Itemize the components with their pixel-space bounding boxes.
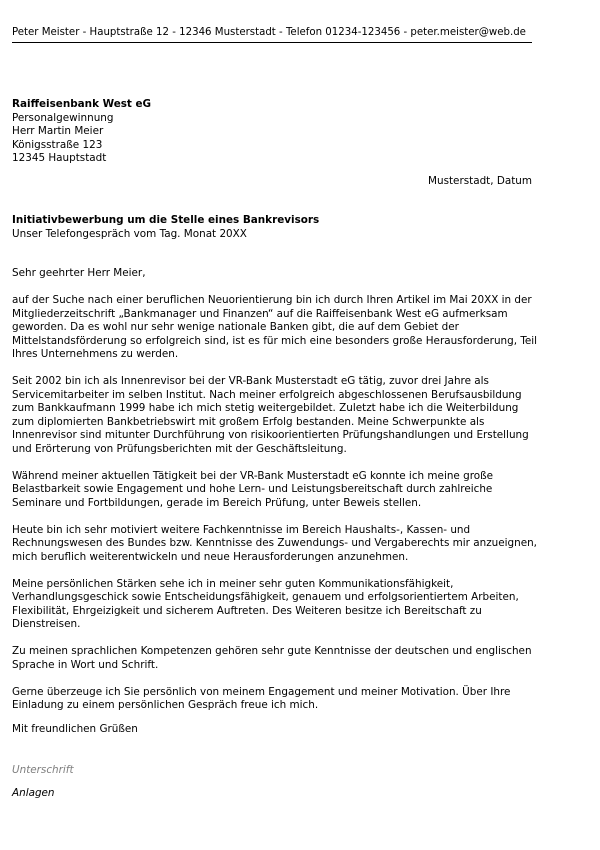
body-paragraph: Während meiner aktuellen Tätigkeit bei der VR-Bank Musterstadt eG konnte ich meine große Belastbarkeit sowie Engagement und hohe Lern- und Leistungsbereitschaft durch zahlreiche Seminare und Fortbildungen, gerade im Bereich Prüfung, unter Beweis stellen. <box>12 469 494 509</box>
place-date: Musterstadt, Datum <box>428 175 532 187</box>
recipient-address <box>12 98 151 166</box>
body-paragraph: Zu meinen sprachlichen Kompetenzen gehören sehr gute Kenntnisse der deutschen und englischen Sprache in Wort und Schrift. <box>12 645 532 671</box>
subject-title: Initiativbewerbung um die Stelle eines Bankrevisors <box>12 214 320 226</box>
signature-placeholder: Unterschrift <box>12 764 74 776</box>
closing: Mit freundlichen Grüßen <box>12 723 138 735</box>
subject-reference: Unser Telefongespräch vom Tag. Monat 20XX <box>12 227 247 240</box>
recipient-person: Herr Martin Meier <box>12 125 104 137</box>
body-paragraph: auf der Suche nach einer beruflichen Neuorientierung bin ich durch Ihren Artikel im Mai 20XX in der Mitgliederzeitschrift „Bankmanager und Finanzen“ auf die Raiffeisenbank West eG aufmerksam geworden. Da es wohl nur sehr wenige nationale Banken gibt, die auf dem Gebiet der Mittelstandsförderung so erfolgreich sind, ist es für mich eine besonders große Herausforderung, Teil Ihres Unternehmens zu werden. <box>12 294 538 360</box>
sender-address-line: Peter Meister - Hauptstraße 12 - 12346 Musterstadt - Telefon 01234-123456 - peter.meister@web.de <box>12 26 532 43</box>
salutation: Sehr geehrter Herr Meier, <box>12 267 146 279</box>
letter-body <box>12 267 542 726</box>
recipient-street: Königsstraße 123 <box>12 138 103 151</box>
body-paragraph: Gerne überzeuge ich Sie persönlich von meinem Engagement und meiner Motivation. Über Ihre Einladung zu einem persönlichen Gespräch freue ich mich. <box>12 685 511 711</box>
recipient-city: 12345 Hauptstadt <box>12 152 107 164</box>
recipient-company: Raiffeisenbank West eG <box>12 98 152 110</box>
attachments-label: Anlagen <box>12 787 55 799</box>
body-paragraph: Seit 2002 bin ich als Innenrevisor bei der VR-Bank Musterstadt eG tätig, zuvor drei Jahre als Servicemitarbeiter im selben Institut. Nach meiner erfolgreich abgeschlossenen Berufsausbildung zum Bankkaufmann 1999 habe ich mich stetig weitergebildet. Zuletzt habe ich die Weiterbildung zum diplomierten Bankbetriebswirt mit großem Erfolg bestanden. Meine Schwerpunkte als Innenrevisor sind mitunter Durchführung von risikoorientierten Prüfungshandlungen und Erstellung und Erörterung von Prüfungsberichten mit der Geschäftsleitung. <box>12 375 529 455</box>
subject-block <box>12 214 319 241</box>
body-paragraph: Meine persönlichen Stärken sehe ich in meiner sehr guten Kommunikationsfähigkeit, Verhandlungsgeschick sowie Entscheidungsfähigkeit, genauem und erfolgsorientiertem Arbeiten, Flexibilität, Ehrgeizigkeit und sicherem Auftreten. Des Weiteren besitze ich Bereitschaft zu Dienstreisen. <box>12 577 519 630</box>
recipient-department: Personalgewinnung <box>12 111 114 124</box>
body-paragraph: Heute bin ich sehr motiviert weitere Fachkenntnisse im Bereich Haushalts-, Kassen- und Rechnungswesen des Bundes bzw. Kenntnisse des Zuwendungs- und Vergaberechts mir anzueignen, mich beruflich weiterentwickeln und neue Herausforderungen anzunehmen. <box>12 523 537 563</box>
